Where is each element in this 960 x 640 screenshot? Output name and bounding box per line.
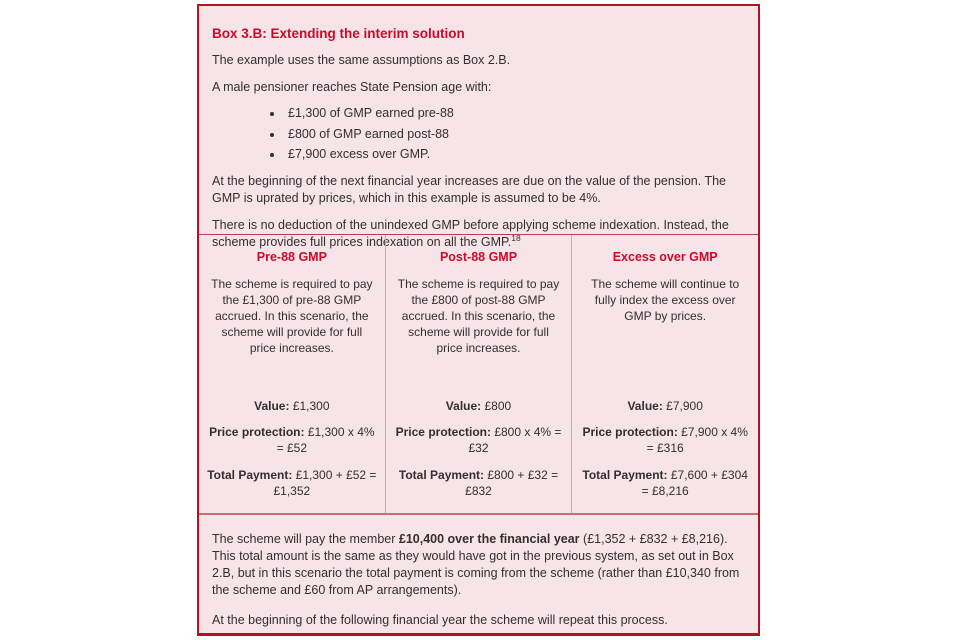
bullet-item: • £800 of GMP earned post-88 <box>284 126 745 143</box>
price-protection-label: Price protection: <box>395 425 491 439</box>
info-box-3b <box>197 4 760 636</box>
value-row <box>392 398 566 424</box>
column-body: The scheme is required to pay the £800 of post-88 GMP accrued. In this scenario, the scheme will provide for full price increases. <box>397 277 560 355</box>
bullet-list <box>212 105 745 163</box>
column-header: Pre-88 GMP <box>256 250 327 264</box>
value-label: Value: <box>254 399 290 413</box>
price-protection-label: Price protection: <box>209 425 305 439</box>
value-text: £1,300 <box>292 399 330 413</box>
total-payment-label: Total Payment: <box>207 468 293 482</box>
bullet-item: • £1,300 of GMP earned pre-88 <box>284 105 745 122</box>
intro-paragraph-4-text: There is no deduction of the unindexed GMP before applying scheme indexation. Instead, the scheme provides full prices indexation on all the GMP. <box>212 218 729 249</box>
total-payment-label: Total Payment: <box>582 468 668 482</box>
column-excess-over-gmp <box>571 235 758 513</box>
price-protection-text: £800 x 4% = £32 <box>468 425 562 455</box>
column-body: The scheme will continue to fully index the excess over GMP by prices. <box>591 277 740 323</box>
value-text: £7,900 <box>666 399 703 413</box>
price-protection-label: Price protection: <box>582 425 678 439</box>
footnote-marker: 18 <box>511 232 521 243</box>
summary-p1-prefix: The scheme will pay the member <box>212 532 399 546</box>
column-pre88-gmp <box>199 235 385 513</box>
price-protection-row <box>578 424 752 467</box>
price-protection-text: £1,300 x 4% = £52 <box>276 425 375 455</box>
value-label: Value: <box>445 399 482 413</box>
price-protection-row <box>205 424 379 467</box>
value-row <box>578 398 752 424</box>
column-header: Excess over GMP <box>612 250 718 264</box>
bullet-item: • £7,900 excess over GMP. <box>284 146 745 163</box>
total-payment-row <box>392 467 566 510</box>
total-payment-text: £1,300 + £52 = £1,352 <box>273 468 377 498</box>
summary-paragraph-1 <box>212 531 745 599</box>
value-label: Value: <box>627 399 663 413</box>
price-protection-row <box>392 424 566 467</box>
summary-p1-bold: £10,400 over the financial year <box>398 532 580 546</box>
intro-paragraph-1: The example uses the same assumptions as Box 2.B. <box>212 53 511 67</box>
intro-section <box>199 6 758 249</box>
total-payment-row <box>205 467 379 510</box>
total-payment-row <box>578 467 752 510</box>
box-title: Box 3.B: Extending the interim solution <box>212 26 465 41</box>
summary-p1-suffix: (£1,352 + £832 + £8,216). This total amount is the same as they would have got in the previous system, as set out in Box 2.B, but in this scenario the total payment is coming from the scheme (rather than £10,340 from the scheme and £60 from AP arrangements). <box>212 532 740 597</box>
total-payment-label: Total Payment: <box>398 468 485 482</box>
summary-paragraph-2: At the beginning of the following financial year the scheme will repeat this process. <box>212 613 668 627</box>
summary-section <box>199 515 758 633</box>
value-row <box>205 398 379 424</box>
price-protection-text: £7,900 x 4% = £316 <box>646 425 748 455</box>
total-payment-text: £800 + £32 = £832 <box>465 468 559 498</box>
column-header: Post-88 GMP <box>439 250 518 264</box>
intro-paragraph-3-text: At the beginning of the next financial year increases are due on the value of the pension. The GMP is uprated by prices, which in this example is assumed to be 4%. <box>212 174 727 205</box>
column-post88-gmp <box>385 232 572 513</box>
value-text: £800 <box>484 399 512 413</box>
column-body: The scheme is required to pay the £1,300 of pre-88 GMP accrued. In this scenario, the scheme will provide for full price increases. <box>211 277 373 355</box>
total-payment-text: £7,600 + £304 = £8,216 <box>641 468 748 498</box>
intro-paragraph-2: A male pensioner reaches State Pension age with: <box>212 80 492 94</box>
intro-paragraph-3 <box>212 173 745 207</box>
